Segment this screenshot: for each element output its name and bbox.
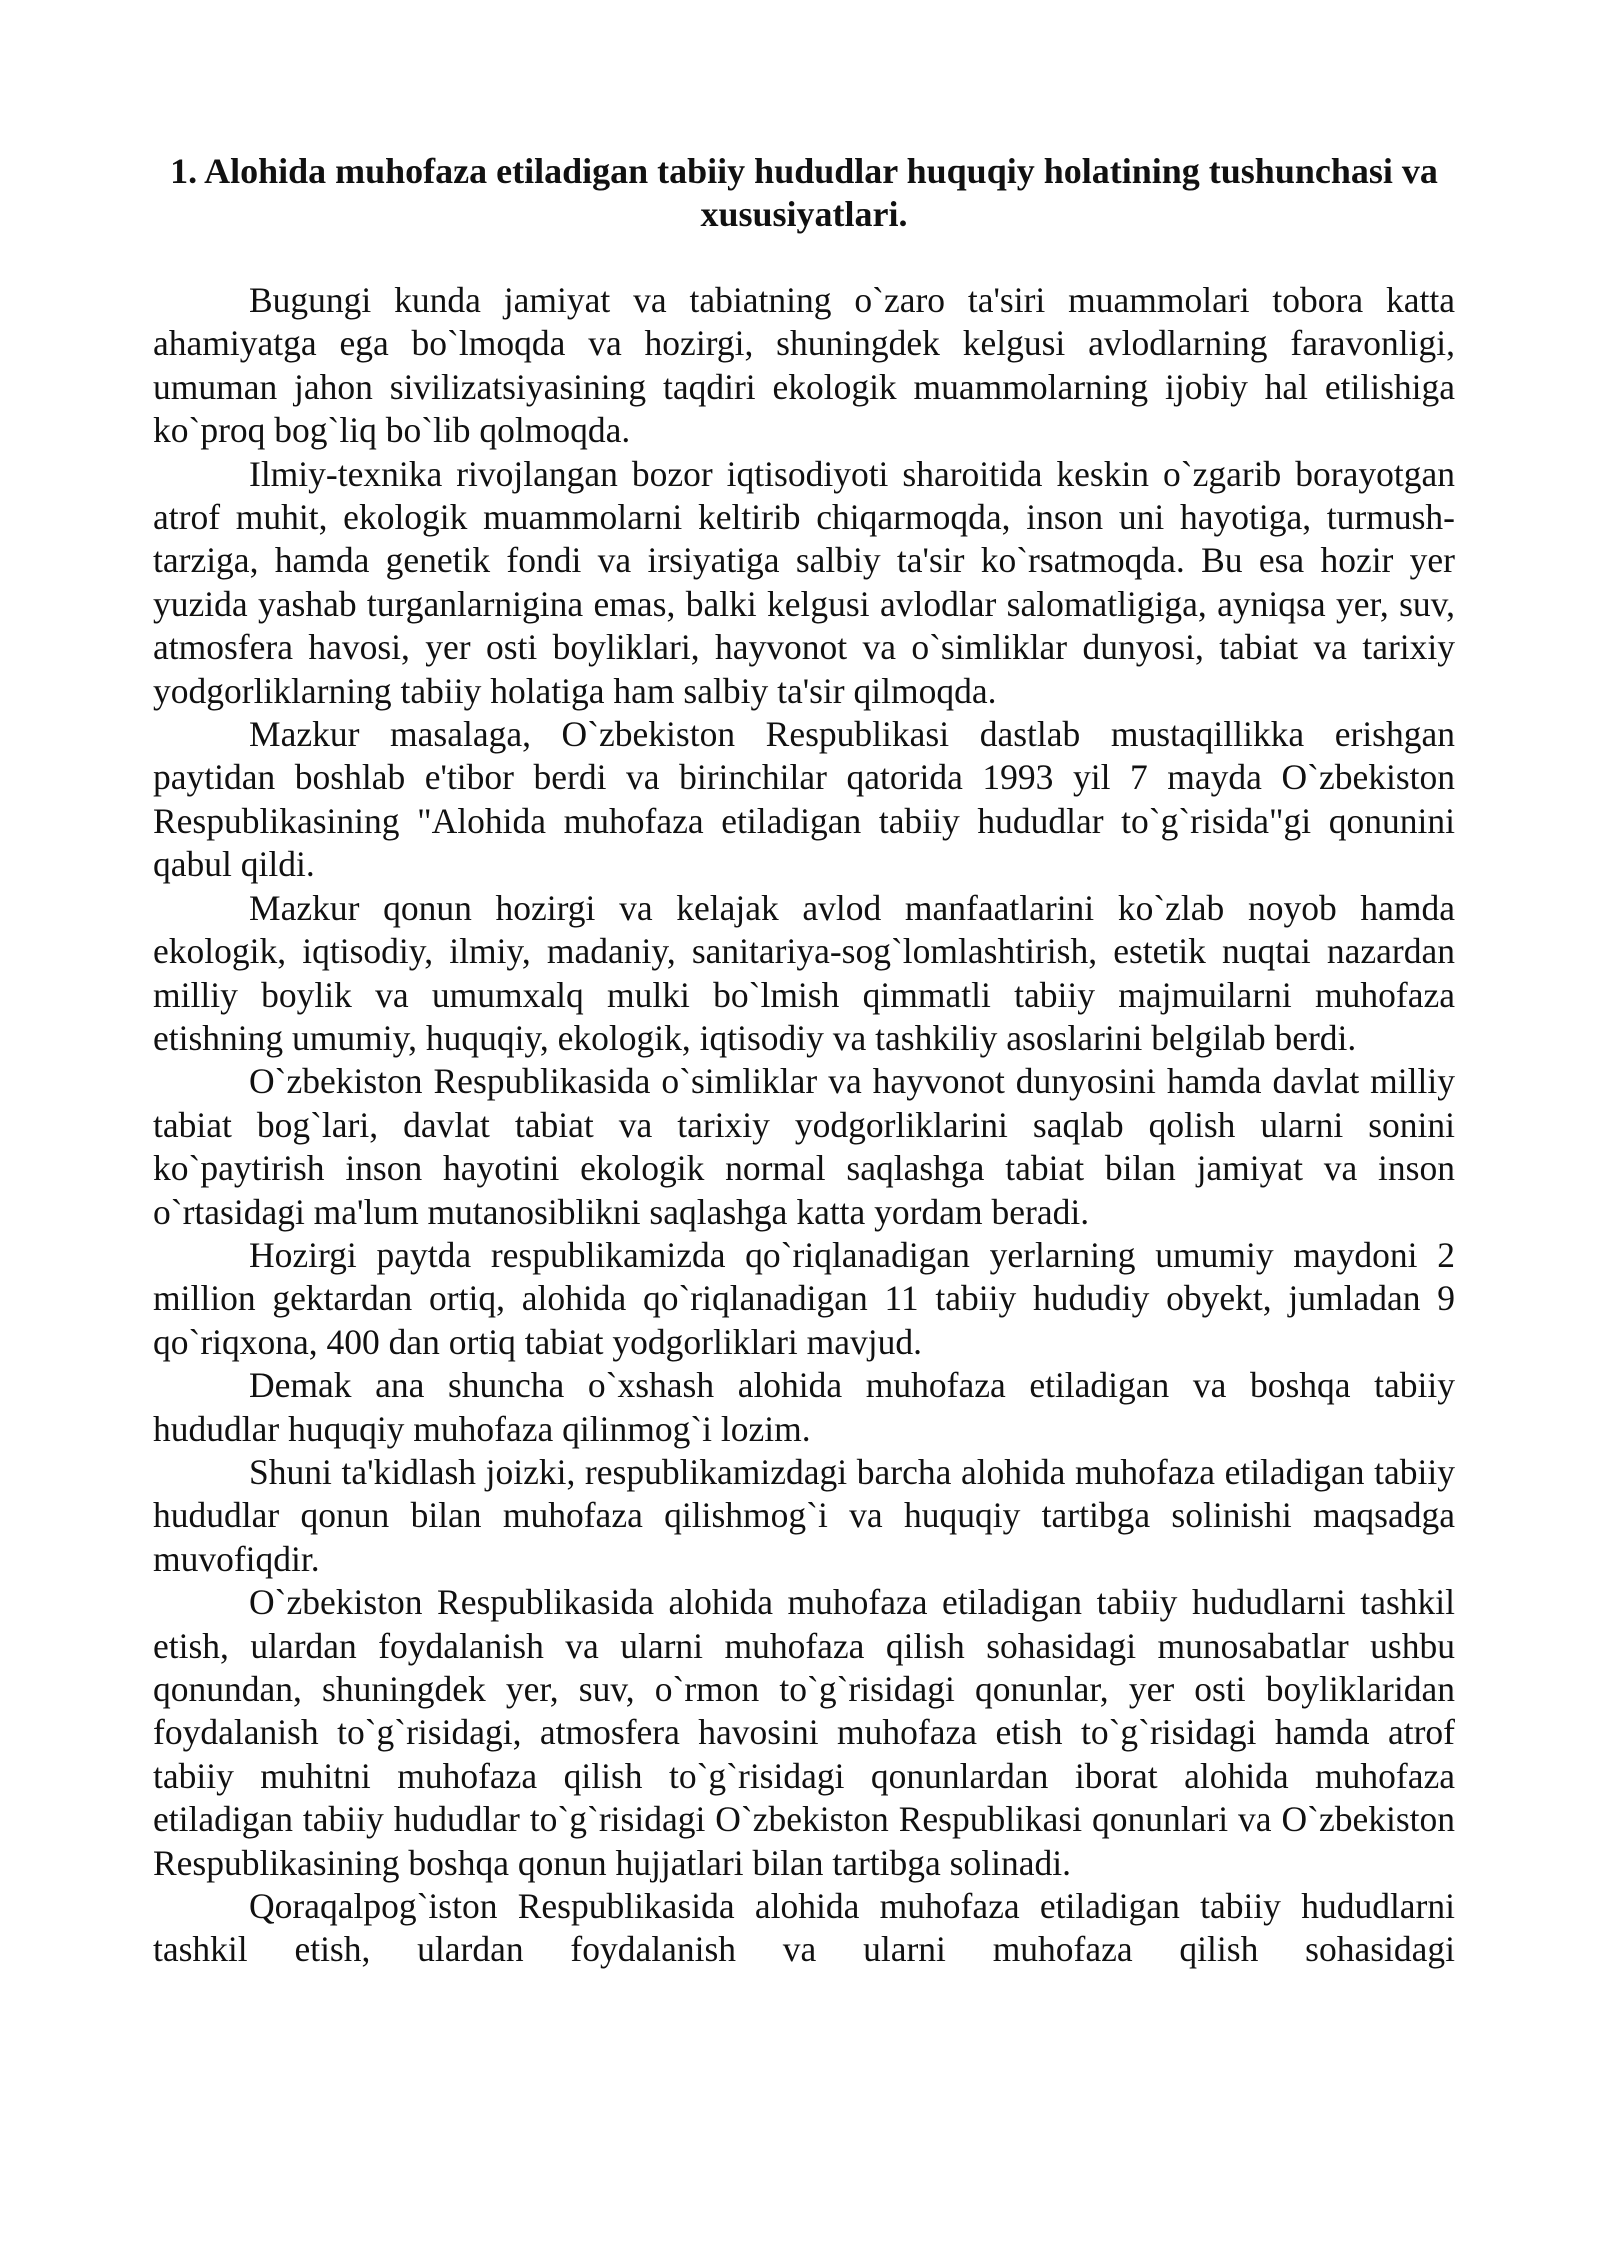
paragraph: O`zbekiston Respublikasida alohida muhofaza etiladigan tabiiy hududlarni tashkil etish, ulardan foydalanish va ularni muhofaza qilish sohasidagi munosabatlar ushbu qonundan, shuningdek yer, suv, o`rmon to`g`risidagi qonunlar, yer osti boyliklaridan foydalanish to`g`risidagi, atmosfera havosini muhofaza etish to`g`risidagi hamda atrof tabiiy muhitni muhofaza qilish to`g`risidagi qonunlardan iborat alohida muhofaza etiladigan tabiiy hududlar to`g`risidagi O`zbekiston Respublikasi qonunlari va O`zbekiston Respublikasining boshqa qonun hujjatlari bilan tartibga solinadi. — [153, 1582, 1455, 1883]
paragraph-last: Qoraqalpog`iston Respublikasida alohida muhofaza etiladigan tabiiy hududlarni tashkil etish, ulardan foydalanish va ularni muhofaza qilish sohasidagi — [153, 1886, 1455, 1970]
paragraph: O`zbekiston Respublikasida o`simliklar va hayvonot dunyosini hamda davlat milliy tabiat bog`lari, davlat tabiat va tarixiy yodgorliklarini saqlab qolish ularni sonini ko`paytirish inson hayotini ekologik normal saqlashga tabiat bilan jamiyat va inson o`rtasidagi ma'lum mutanosiblikni saqlashga katta yordam beradi. — [153, 1061, 1455, 1232]
paragraph: Mazkur masalaga, O`zbekiston Respublikasi dastlab mustaqillikka erishgan paytidan boshlab e'tibor berdi va birinchilar qatorida 1993 yil 7 mayda O`zbekiston Respublikasining "Alohida muhofaza etiladigan tabiiy hududlar to`g`risida"gi qonunini qabul qildi. — [153, 714, 1455, 885]
paragraph: Bugungi kunda jamiyat va tabiatning o`zaro ta'siri muammolari tobora katta ahamiyatga ega bo`lmoqda va hozirgi, shuningdek kelgusi avlodlarning faravonligi, umuman jahon sivilizatsiyasining taqdiri ekologik muammolarning ijobiy hal etilishiga ko`proq bog`liq bo`lib qolmoqda. — [153, 280, 1455, 451]
paragraph: Hozirgi paytda respublikamizda qo`riqlanadigan yerlarning umumiy maydoni 2 million gektardan ortiq, alohida qo`riqlanadigan 11 tabiiy hududiy obyekt, jumladan 9 qo`riqxona, 400 dan ortiq tabiat yodgorliklari mavjud. — [153, 1234, 1455, 1362]
paragraph: Ilmiy-texnika rivojlangan bozor iqtisodiyoti sharoitida keskin o`zgarib borayotgan atrof muhit, ekologik muammolarni keltirib chiqarmoqda, inson uni hayotiga, turmush-tarziga, hamda genetik fondi va irsiyatiga salbiy ta'sir ko`rsatmoqda. Bu esa hozir yer yuzida yashab turganlarnigina emas, balki kelgusi avlodlar salomatligiga, ayniqsa yer, suv, atmosfera havosi, yer osti boyliklari, hayvonot va o`simliklar dunyosi, tabiat va tarixiy yodgorliklarning tabiiy holatiga ham salbiy ta'sir qilmoqda. — [153, 453, 1455, 711]
paragraph: Shuni ta'kidlash joizki, respublikamizdagi barcha alohida muhofaza etiladigan tabiiy hududlar qonun bilan muhofaza qilishmog`i va huquqiy tartibga solinishi maqsadga muvofiqdir. — [153, 1451, 1455, 1579]
paragraph: Demak ana shuncha o`xshash alohida muhofaza etiladigan va boshqa tabiiy hududlar huquqiy muhofaza qilinmog`i lozim. — [153, 1365, 1455, 1449]
paragraph: Mazkur qonun hozirgi va kelajak avlod manfaatlarini ko`zlab noyob hamda ekologik, iqtisodiy, ilmiy, madaniy, sanitariya-sog`lomlashtirish, estetik nuqtai nazardan milliy boylik va umumxalq mulki bo`lmish qimmatli tabiiy majmuilarni muhofaza etishning umumiy, huquqiy, ekologik, iqtisodiy va tashkiliy asoslarini belgilab berdi. — [153, 887, 1455, 1058]
document-title: 1. Alohida muhofaza etiladigan tabiiy hududlar huquqiy holatining tushunchasi va xususiyatlari. — [170, 151, 1438, 234]
document-body — [153, 279, 1455, 1972]
